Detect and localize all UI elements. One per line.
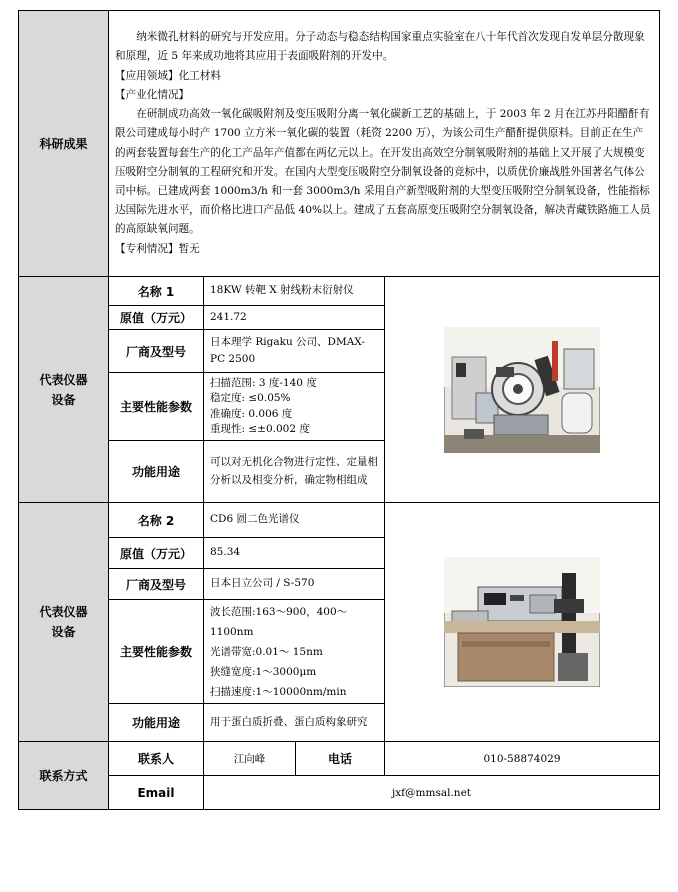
field-line (115, 67, 653, 86)
contact-label: 联系方式 (19, 742, 109, 810)
instrument-1-section-label: 代表仪器 设备 (19, 277, 109, 503)
field-heading: 【应用领域】 (115, 69, 179, 82)
perf-line: 狭缝宽度:1～3000μm (210, 665, 317, 678)
instrument-1-maker: 日本理学 Rigaku 公司、DMAX-PC 2500 (204, 330, 385, 373)
perf-line: 波长范围:163～900，400～1100nm (210, 605, 348, 638)
instrument-1-perf (204, 373, 385, 441)
cd-spectrometer-photo (444, 557, 600, 687)
perf-line: 光谱带宽:0.01～ 15nm (210, 645, 323, 658)
contact-person-label: 联系人 (109, 742, 204, 776)
instrument-1-price-label: 原值（万元） (109, 306, 204, 330)
research-content (109, 11, 660, 277)
industrial-text: 在研制成功高效一氧化碳吸附剂及变压吸附分离一氧化碳新工艺的基础上，于 2003 年 2 月在江苏丹阳醋酐有限公司建成每小时产 1700 立方米一氧化碳的装置（耗资 2200 万），为该公司生产醋酐提供原料。目前正在生产的两套装置每套生产的化工产品年产值都在两亿元以上。在开发出高效空分制氧吸附剂的基础上又开展了大规模变压吸附空分制氧的工程研究和开发。在国内大型变压吸附空分制氧设备的竞标中，以质优价廉战胜外国著名气体公司中标。已建成两套 1000m3/h 和一套 3000m3/h 采用自产新型吸附剂的大型变压吸附空分制氧设备，性能指标达国际先进水平，而价格比进口产品低 40%以上。建成了五套高原变压吸附空分制氧设备，解决青藏铁路施工人员的高原缺氧问题。 (115, 108, 651, 236)
instrument-1-name: 18KW 转靶 X 射线粉末衍射仪 (204, 277, 385, 306)
info-table (18, 10, 660, 810)
instrument-1-use: 可以对无机化合物进行定性、定量相分析以及相变分析，确定物相组成 (204, 441, 385, 503)
perf-line: 扫描范围: 3 度-140 度 (210, 376, 317, 389)
instrument-1-perf-label: 主要性能参数 (109, 373, 204, 441)
contact-email: jxf@mmsal.net (204, 776, 660, 810)
patent-line (115, 240, 653, 259)
contact-email-label: Email (109, 776, 204, 810)
instrument-2-photo-cell (385, 503, 660, 742)
instrument-1-photo-cell (385, 277, 660, 503)
contact-person: 江向峰 (204, 742, 296, 776)
instrument-2-maker-label: 厂商及型号 (109, 569, 204, 600)
perf-line: 扫描速度:1～10000nm/min (210, 685, 347, 698)
xrd-diffractometer-photo (444, 327, 600, 453)
contact-person-row (19, 742, 660, 776)
patent-value: 暂无 (178, 242, 200, 255)
field-value: 化工材料 (178, 69, 221, 82)
contact-phone: 010-58874029 (385, 742, 660, 776)
instrument-2-use: 用于蛋白质折叠、蛋白质构象研究 (204, 704, 385, 742)
research-intro: 纳米微孔材料的研究与开发应用。分子动态与稳态结构国家重点实验室在八十年代首次发现自发单层分散现象和原理，近 5 年来成功地将其应用于表面吸附剂的开发中。 (115, 31, 645, 63)
instrument-1-use-label: 功能用途 (109, 441, 204, 503)
research-label: 科研成果 (19, 11, 109, 277)
instrument-1-maker-label: 厂商及型号 (109, 330, 204, 373)
instrument-2-name-row (19, 503, 660, 538)
instrument-2-name: CD6 圆二色光谱仪 (204, 503, 385, 538)
instrument-2-name-label: 名称 2 (109, 503, 204, 538)
perf-line: 稳定度: ≤0.05% (210, 392, 291, 404)
instrument-1-price: 241.72 (204, 306, 385, 330)
instrument-2-perf (204, 600, 385, 704)
contact-email-row (19, 776, 660, 810)
instrument-2-price: 85.34 (204, 538, 385, 569)
patent-heading: 【专利情况】 (115, 242, 179, 255)
instrument-2-price-label: 原值（万元） (109, 538, 204, 569)
instrument-1-name-row (19, 277, 660, 306)
research-row (19, 11, 660, 277)
instrument-2-maker: 日本日立公司 / S-570 (204, 569, 385, 600)
instrument-2-section-label: 代表仪器 设备 (19, 503, 109, 742)
instrument-2-use-label: 功能用途 (109, 704, 204, 742)
instrument-2-perf-label: 主要性能参数 (109, 600, 204, 704)
instrument-1-name-label: 名称 1 (109, 277, 204, 306)
perf-line: 重现性: ≤±0.002 度 (210, 423, 310, 435)
industrial-heading: 【产业化情况】 (115, 88, 190, 101)
perf-line: 准确度: 0.006 度 (210, 407, 293, 420)
contact-phone-label: 电话 (296, 742, 385, 776)
